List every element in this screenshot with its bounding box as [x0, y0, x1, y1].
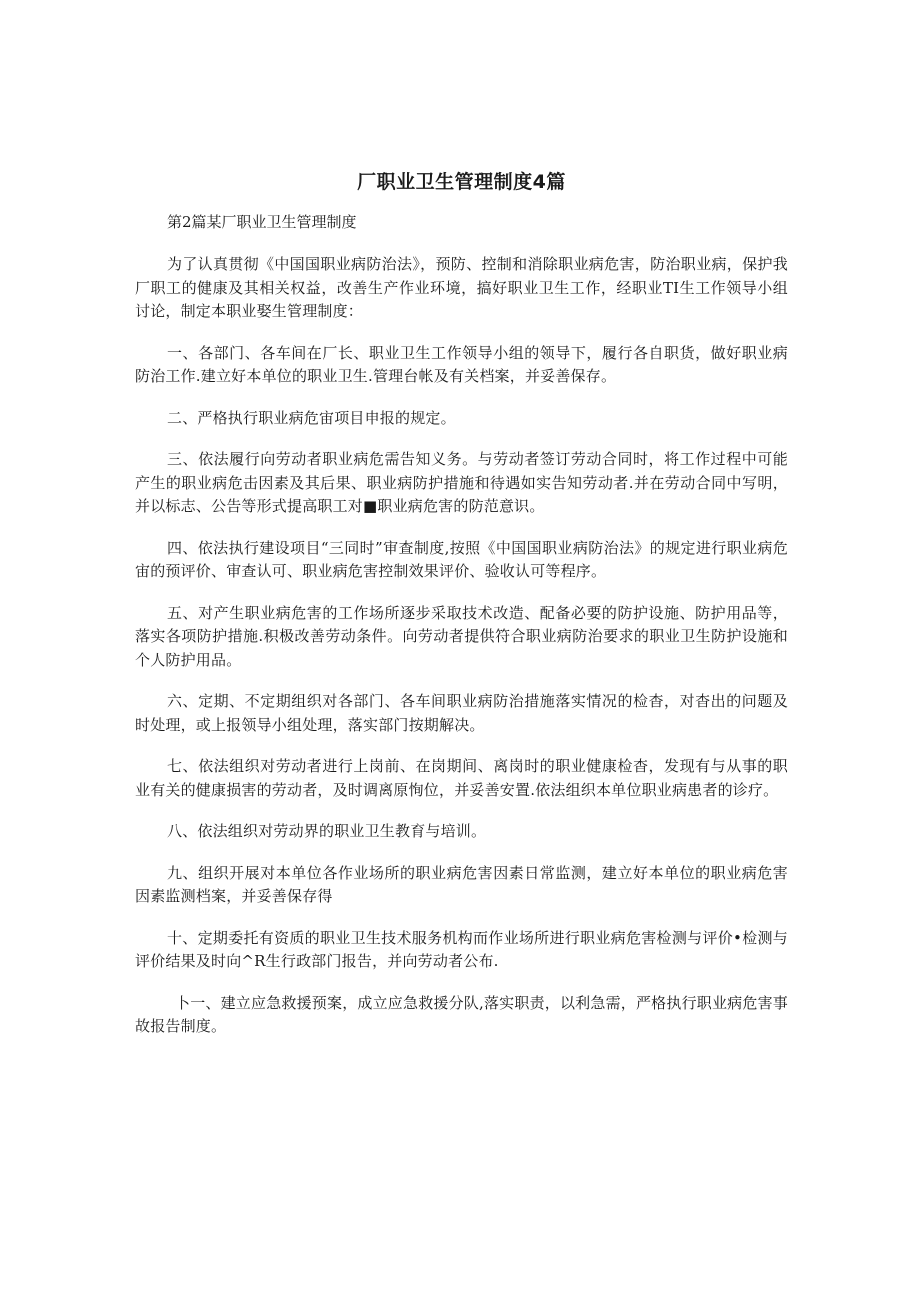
paragraph-5: 五、对产生职业病危害的工作场所逐步采取技术改造、配备必要的防护设施、防护用品等，落实各项防护措施.积极改善劳动条件。向劳动者提供符合职业病防治要求的职业卫生防护设施和个人防护用品。 — [135, 603, 788, 669]
paragraph-7: 七、依法组织对劳动者进行上岗前、在岗期间、离岗时的职业健康检杳，发现有与从事的职业有关的健康损害的劳动者，及时调离原恂位，并妥善安置.依法组织本单位职业病患者的诊疗。 — [135, 757, 788, 799]
paragraph-11: 卜一、建立应急救援预案，成立应急救援分队,落实职责，以利急需，严格执行职业病危害事故报告制度。 — [135, 993, 788, 1035]
paragraph-2: 二、严格执行职业病危宙项目申报的规定。 — [167, 408, 456, 427]
paragraph-3: 三、依法履行向劳动者职业病危需告知义务。与劳动者签订劳动合同时，将工作过程中可能产生的职业病危击因素及其后果、职业病防护措施和待遇如实告知劳动者.并在劳动合同中写明，并以标志、公告等形式提高职工对■职业病危害的防范意识。 — [135, 450, 788, 515]
paragraph-1: 一、各部门、各车间在厂长、职业卫生工作领导小组的领导下，履行各自职货，做好职业病防治工作.建立好本单位的职业卫生.管理台帐及有关档案，并妥善保存。 — [135, 343, 788, 385]
paragraph-6: 六、定期、不定期组织对各部门、各车间职业病防治措施落实情况的检杳，对杳出的问题及时处理，或上报领导小组处理，落实部门按期解决。 — [135, 692, 788, 734]
document-subtitle: 第2篇某厂职业卫生管理制度 — [167, 213, 357, 231]
paragraph-4: 四、依法执行建设项目“三同时”审查制度,按照《中国国职业病防治法》的规定进行职业病危宙的预评价、审查认可、职业病危害控制效果评价、验收认可等程序。 — [135, 538, 788, 580]
document-page — [135, 168, 788, 1057]
paragraph-9: 九、组织开展对本单位各作业场所的职业病危害因素日常监测，建立好本单位的职业病危害因素监测档案，并妥善保存得 — [135, 863, 788, 905]
paragraph-8: 八、依法组织对劳动界的职业卫生教育与培训。 — [167, 822, 487, 840]
paragraph-10: 十、定期委托有资质的职业卫生技术服务机构而作业场所进行职业病危害检测与评价•检测与评价结果及时向^R生行政部门报告，并向劳动者公布. — [135, 928, 788, 970]
document-title: 厂职业卫生管理制度4篇 — [357, 171, 566, 193]
paragraph-intro: 为了认真贯彻《中国国职业病防治法》，预防、控制和消除职业病危害，防治职业病，保护我厂职工的健康及其相关权益，改善生产作业环境，搞好职业卫生工作，经职业TI生工作领导小组讨论，制定本职业娶生管理制度： — [135, 255, 788, 320]
